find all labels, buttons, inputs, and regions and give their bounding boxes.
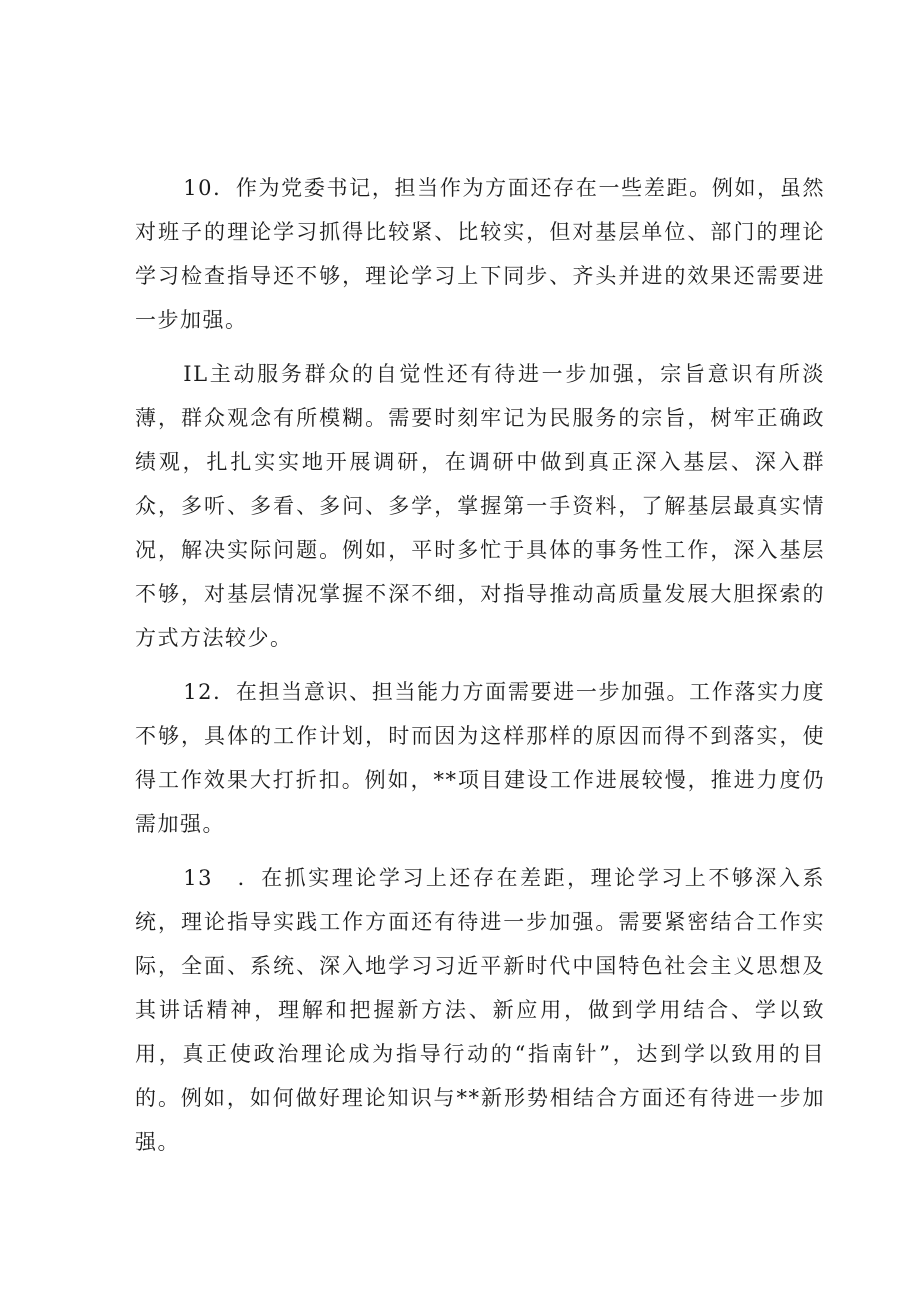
paragraph-13: 13 ．在抓实理论学习上还存在差距，理论学习上不够深入系统，理论指导实践工作方面还有待进一步加强。需要紧密结合工作实际，全面、系统、深入地学习习近平新时代中国特色社会主义思想及其讲话精神，理解和把握新方法、新应用，做到学用结合、学以致用，真正使政治理论成为指导行动的“指南针”，达到学以致用的目的。例如，如何做好理论知识与**新形势相结合方面还有待进一步加强。 (135, 866, 825, 1154)
paragraph-11: IL主动服务群众的自觉性还有待进一步加强，宗旨意识有所淡薄，群众观念有所模糊。需要时刻牢记为民服务的宗旨，树牢正确政绩观，扎扎实实地开展调研，在调研中做到真正深入基层、深入群众，多听、多看、多问、多学，掌握第一手资料，了解基层最真实情况，解决实际问题。例如，平时多忙于具体的事务性工作，深入基层不够，对基层情况掌握不深不细，对指导推动高质量发展大胆探索的方式方法较少。 (135, 362, 825, 650)
document-body (135, 166, 825, 1174)
paragraph-12: 12．在担当意识、担当能力方面需要进一步加强。工作落实力度不够，具体的工作计划，时而因为这样那样的原因而得不到落实，使得工作效果大打折扣。例如，**项目建设工作进展较慢，推进力度仍需加强。 (135, 680, 825, 836)
paragraph-10: 10．作为党委书记，担当作为方面还存在一些差距。例如，虽然对班子的理论学习抓得比较紧、比较实，但对基层单位、部门的理论学习检查指导还不够，理论学习上下同步、齐头并进的效果还需要进一步加强。 (135, 176, 825, 332)
